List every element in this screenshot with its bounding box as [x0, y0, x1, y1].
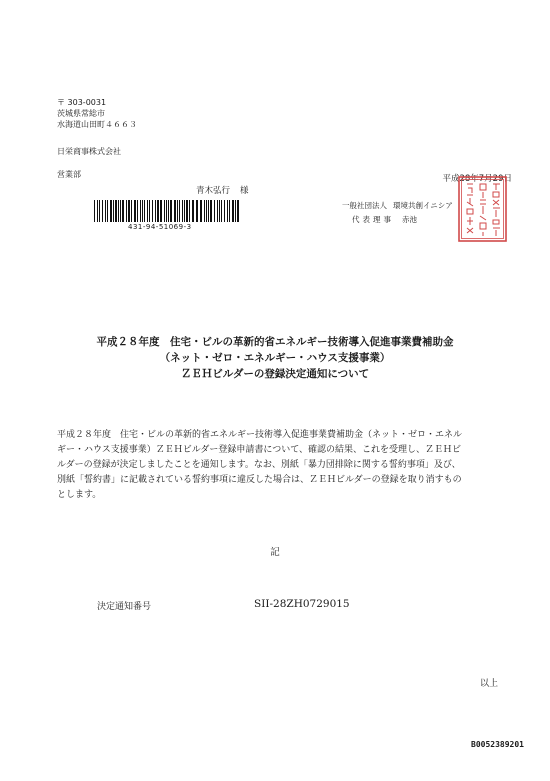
postal-code: 〒 303-0031 — [57, 98, 107, 107]
barcode-number: 431-94-51069-3 — [128, 223, 192, 231]
notice-number-value: SII-28ZH0729015 — [254, 598, 350, 610]
recipient-name: 青木弘行 — [196, 186, 231, 196]
body-line: 別紙「誓約書」に記載されている誓約事項に違反した場合は、ＺＥＨビルダーの登録を取り消すもの — [57, 475, 462, 485]
sender-org-name: 環境共創イニシア — [393, 201, 453, 210]
title-line-3: ＺＥＨビルダーの登録決定通知について — [180, 368, 370, 380]
sender-org-label: 一般社団法人 — [342, 201, 387, 210]
sender-rep-title: 代表理事 — [352, 215, 394, 224]
recipient-person — [196, 184, 249, 196]
document-id: B0052389201 — [471, 740, 524, 749]
address-street: 水海道山田町４６６３ — [57, 120, 137, 129]
document-title — [0, 334, 550, 382]
sender-block — [342, 199, 453, 227]
issue-date: 平成28年7月29日 — [442, 174, 512, 184]
body-line: 平成２８年度 住宅・ビルの革新的省エネルギー技術導入促進事業費補助金（ネット・ゼロ・エネル — [57, 430, 463, 440]
sender-organization — [342, 199, 453, 213]
closing-mark: 以上 — [479, 679, 498, 689]
body-paragraph — [57, 428, 502, 503]
address-city: 茨城県常総市 — [57, 109, 105, 118]
sender-rep-name: 赤池 — [402, 215, 417, 224]
recipient-honorific: 様 — [240, 186, 249, 196]
body-line: ルダーの登録が決定しましたことを通知します。なお、別紙「暴力団排除に関する誓約事項」及び、 — [57, 460, 461, 470]
body-line: ギー・ハウス支援事業）ＺＥＨビルダー登録申請書について、確認の結果、これを受理し、ＺＥＨビ — [57, 445, 462, 455]
recipient-department: 営業部 — [57, 170, 81, 179]
barcode-icon — [94, 200, 241, 222]
ki-marker: 記 — [270, 547, 280, 558]
title-line-1: 平成２８年度 住宅・ビルの革新的省エネルギー技術導入促進事業費補助金 — [96, 336, 454, 348]
title-line-2: （ネット・ゼロ・エネルギー・ハウス支援事業） — [159, 352, 391, 364]
body-line: とします。 — [57, 490, 102, 500]
recipient-address — [57, 97, 137, 130]
notice-number-label: 決定通知番号 — [97, 602, 152, 612]
organization-seal-icon — [458, 176, 507, 242]
sender-representative — [352, 213, 453, 227]
recipient-company: 日栄商事株式会社 — [57, 147, 121, 156]
